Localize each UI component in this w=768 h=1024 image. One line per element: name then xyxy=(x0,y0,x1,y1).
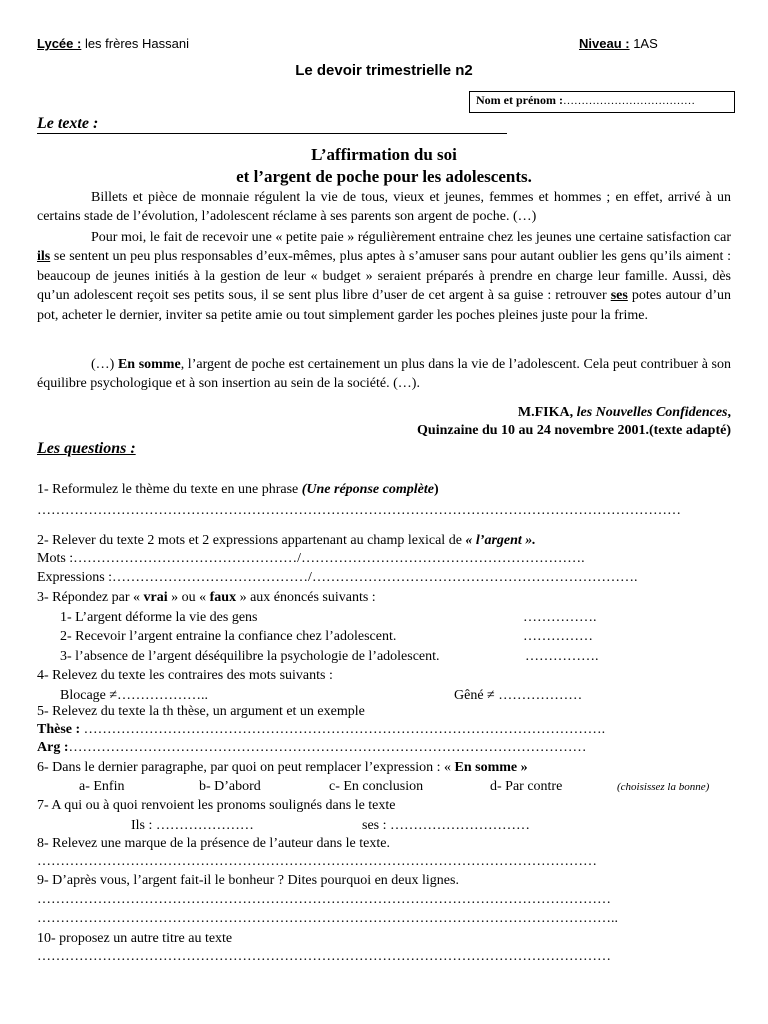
lycee-value: les frères Hassani xyxy=(81,36,189,51)
q10-answer-line[interactable]: …………………………………………………………………………………………………………… xyxy=(37,949,611,964)
source-publication: les Nouvelles Confidences xyxy=(576,405,728,420)
q3-vrai: vrai xyxy=(143,590,168,605)
q7-ses[interactable]: ses : ………………………… xyxy=(362,818,530,833)
q5-these-dots: …………………………………………………………………………………………………. xyxy=(80,722,606,737)
name-dots: ……………………………… xyxy=(562,95,695,107)
q8-answer-line[interactable]: ………………………………………………………………………………………………………… xyxy=(37,854,597,869)
text-paragraph-2 xyxy=(37,228,731,325)
q6-option-b[interactable]: b- D’abord xyxy=(199,779,261,794)
page-title: Le devoir trimestrielle n2 xyxy=(295,62,473,79)
text-heading-underline xyxy=(37,133,507,134)
q6-note: (choisissez la bonne) xyxy=(617,781,710,793)
p1-text: Billets et pièce de monnaie régulent la vie de tous, vieux et jeunes, femmes et hommes ; en effet, arrivé à un certains stade de l’évolution, l’adolescent réclame à ses parents son argent de poche. (…) xyxy=(37,190,731,225)
lycee-line xyxy=(37,36,189,51)
q2-mots-line[interactable]: Mots :…………………………………………/……………………………………………………. xyxy=(37,551,585,566)
q3-answer-2[interactable]: …………… xyxy=(523,629,593,644)
source-line-2: Quinzaine du 10 au 24 novembre 2001.(texte adapté) xyxy=(417,423,731,438)
source-line-1 xyxy=(518,405,731,421)
question-4: 4- Relevez du texte les contraires des mots suivants : xyxy=(37,668,333,683)
p3-text-b: , l’argent de poche est certainement un plus dans la vie de l’adolescent. Cela peut contribuer à son équilibre psychologique et à son insertion au sein de la société. (…). xyxy=(37,357,731,392)
q9-answer-line-1[interactable]: …………………………………………………………………………………………………………… xyxy=(37,892,611,907)
q3-text-a: 3- Répondez par « xyxy=(37,590,144,605)
p2-text-b: se sentent un peu plus responsables d’eux-mêmes, plus aptes à s’amuser sans pour autant oublier les gens qu’ils aiment : beaucoup de jeunes initiés à la gestion de leur « budget » seraient préparés à prendre en charge leur famille. Aussi, dès qu’un adolescent reçoit ses petits sous, il se sent plus libre d’user de cet argent à sa guise : retrouver xyxy=(37,249,731,304)
q5-these-line[interactable] xyxy=(37,722,687,738)
question-10: 10- proposez un autre titre au texte xyxy=(37,931,233,946)
q1-close: ) xyxy=(433,482,439,497)
q3-faux: faux xyxy=(209,590,237,605)
q3-text-c: » aux énoncés suivants : xyxy=(236,590,376,605)
q2-text: 2- Relever du texte 2 mots et 2 expressions appartenant au champ lexical de xyxy=(37,533,466,548)
q4-gene[interactable]: Gêné ≠ ……………… xyxy=(454,688,583,703)
q4-blocage[interactable]: Blocage ≠……………….. xyxy=(60,688,209,703)
question-7: 7- A qui ou à quoi renvoient les pronoms soulignés dans le texte xyxy=(37,798,396,813)
niveau-line xyxy=(579,36,658,51)
p2-text-a: Pour moi, le fait de recevoir une « petite paie » régulièrement entraine chez les jeunes une certaine satisfaction car xyxy=(91,230,731,245)
p3-text-a: (…) xyxy=(91,357,118,372)
text-title-line2: et l’argent de poche pour les adolescents. xyxy=(236,167,532,186)
question-8: 8- Relevez une marque de la présence de l’auteur dans le texte. xyxy=(37,836,390,851)
source-author: M.FIKA, xyxy=(517,405,577,420)
text-title-line1: L’affirmation du soi xyxy=(311,145,457,164)
q2-term: « l’argent ». xyxy=(465,533,536,548)
lycee-label: Lycée : xyxy=(37,36,82,51)
q7-ils[interactable]: Ils : ………………… xyxy=(131,818,254,833)
q1-text: 1- Reformulez le thème du texte en une phrase xyxy=(37,482,302,497)
question-9: 9- D’après vous, l’argent fait-il le bonheur ? Dites pourquoi en deux lignes. xyxy=(37,873,459,888)
q1-answer-line[interactable]: ………………………………………………………………………………………………………………………… xyxy=(37,503,681,518)
niveau-value: 1AS xyxy=(629,36,658,51)
name-box xyxy=(469,91,735,113)
text-heading: Le texte : xyxy=(37,115,99,132)
q9-answer-line-2[interactable]: …………………………………………………………………………………………………………….. xyxy=(37,911,618,926)
source-comma: , xyxy=(727,405,731,420)
question-6 xyxy=(37,760,528,776)
name-label: Nom et prénom : xyxy=(476,93,563,107)
q6-term: En somme xyxy=(454,760,518,775)
q3-answer-3[interactable]: ……………. xyxy=(525,649,599,664)
questions-heading: Les questions : xyxy=(37,440,136,457)
q6-option-a[interactable]: a- Enfin xyxy=(79,779,125,794)
q5-arg-line[interactable] xyxy=(37,740,677,756)
q6-option-c[interactable]: c- En conclusion xyxy=(329,779,424,794)
q1-note: (Une réponse complète xyxy=(301,482,434,497)
question-3 xyxy=(37,590,376,606)
p3-bold: En somme xyxy=(117,357,181,372)
q5-arg-dots: ………………………………………………………………………………………………… xyxy=(68,740,587,755)
p2-pronoun-ses: ses xyxy=(610,288,628,304)
q2-expressions-line[interactable]: Expressions :……………………………………/……………………………………………………………. xyxy=(37,570,638,585)
q3-statement-2: 2- Recevoir l’argent entraine la confiance chez l’adolescent. xyxy=(60,629,397,644)
q3-statement-1: 1- L’argent déforme la vie des gens xyxy=(60,610,258,625)
q6-close: » xyxy=(517,760,528,775)
p2-pronoun-ils: ils xyxy=(37,249,51,265)
question-5: 5- Relevez du texte la th thèse, un argument et un exemple xyxy=(37,704,365,719)
text-paragraph-1 xyxy=(37,188,731,227)
niveau-label: Niveau : xyxy=(579,36,630,51)
q3-text-b: » ou « xyxy=(167,590,210,605)
q5-these-label: Thèse : xyxy=(37,722,81,737)
q5-arg-label: Arg : xyxy=(37,740,69,755)
p2-text-c: potes autour d’un pot, acheter le dernier, inviter sa petite amie ou tout simplement garder les poches pleines juste pour la frime. xyxy=(37,288,731,323)
q3-answer-1[interactable]: ……………. xyxy=(523,610,597,625)
text-paragraph-3 xyxy=(37,355,731,394)
q6-option-d[interactable]: d- Par contre xyxy=(490,779,563,794)
q6-text: 6- Dans le dernier paragraphe, par quoi on peut remplacer l’expression : « xyxy=(37,760,455,775)
question-1 xyxy=(37,482,439,498)
q3-statement-3: 3- l’absence de l’argent déséquilibre la psychologie de l’adolescent. xyxy=(60,649,440,664)
question-2 xyxy=(37,533,536,549)
